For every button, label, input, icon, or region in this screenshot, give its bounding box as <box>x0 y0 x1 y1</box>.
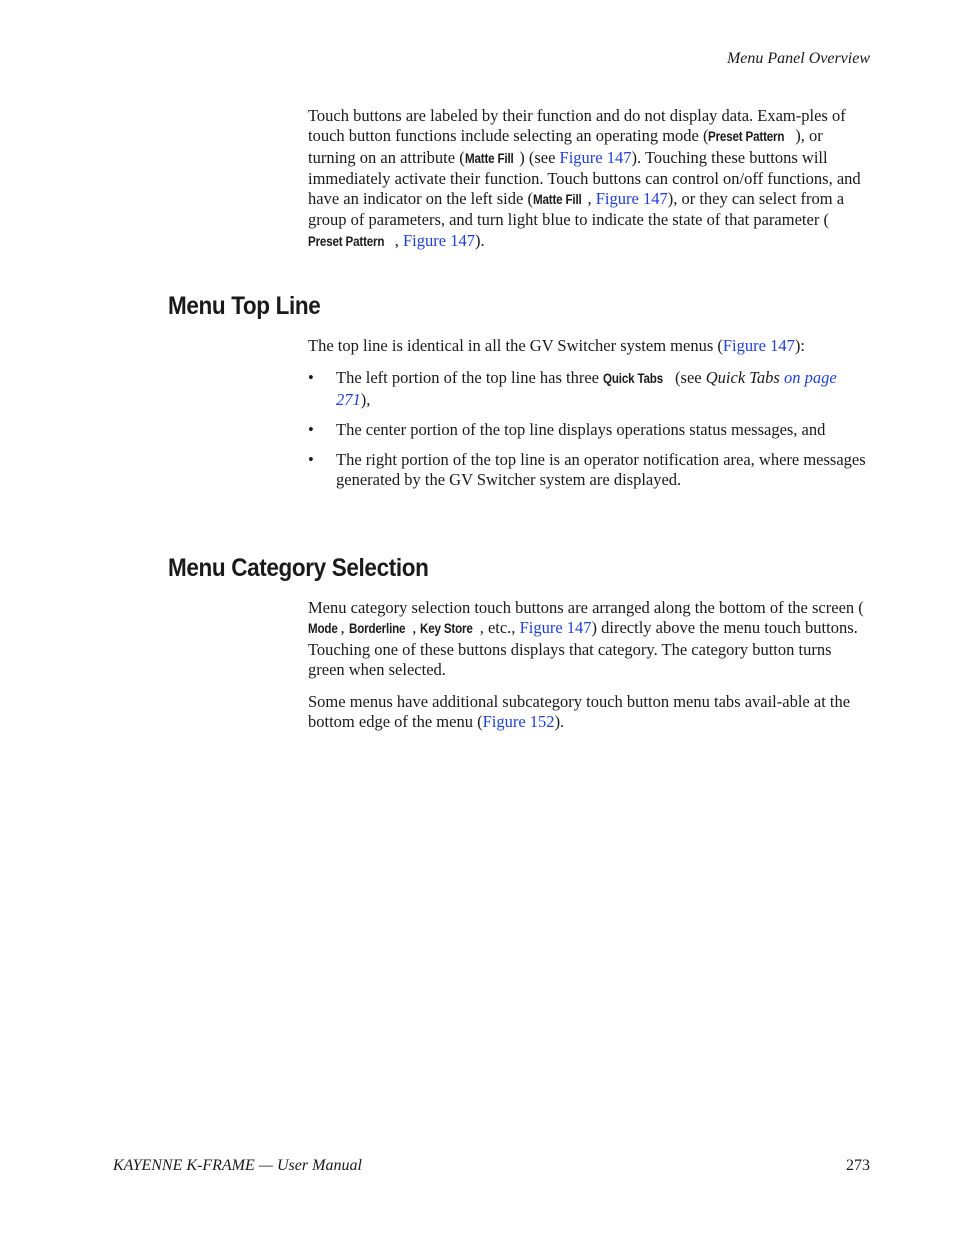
text: , <box>412 618 421 638</box>
text: Menu category selection touch buttons are arranged along the bottom of the screen ( <box>308 598 864 617</box>
running-head: Menu Panel Overview <box>726 50 870 67</box>
bullet-icon: • <box>308 450 314 470</box>
text: , etc., <box>479 618 520 638</box>
cross-ref-title: Quick Tabs <box>705 368 780 388</box>
figure-147-link[interactable]: Figure 147 <box>722 336 795 355</box>
figure-147-link[interactable]: Figure 147 <box>519 618 592 638</box>
ui-term-preset-pattern: Preset Pattern <box>708 129 785 145</box>
text: , <box>394 230 403 250</box>
text: , <box>340 618 349 638</box>
section-heading-menu-top-line: Menu Top Line <box>168 292 321 320</box>
text: The center portion of the top line displays operations status messages, and <box>336 419 826 439</box>
ui-term-borderline: Borderline <box>348 621 406 637</box>
text: ), or they can select from a group of parameters, and turn light blue to indicate the state of that parameter ( <box>308 189 845 230</box>
text: (see <box>670 368 706 388</box>
text: ) (see <box>519 147 560 167</box>
text: The left portion of the top line has three <box>336 368 604 388</box>
page-number: 273 <box>846 1157 870 1174</box>
text: ). Touching these buttons will immediately activate their function. Touch buttons can control on/off functions, and have an indicator on the left side ( <box>308 147 861 209</box>
text: ): <box>794 336 805 355</box>
figure-147-link[interactable]: Figure 147 <box>559 147 632 167</box>
text: ), or turning on an attribute ( <box>308 126 823 167</box>
ui-term-preset-pattern: Preset Pattern <box>308 233 385 249</box>
ui-term-quick-tabs: Quick Tabs <box>603 371 664 387</box>
menu-top-line-body <box>308 336 870 491</box>
section-heading-menu-category-selection: Menu Category Selection <box>168 554 429 582</box>
figure-147-link[interactable]: Figure 147 <box>595 189 668 209</box>
text: Touch buttons are labeled by their function and do not display data. Exam-ples of touch button functions include selecting an operating mode ( <box>308 106 846 146</box>
text: The top line is identical in all the GV Switcher system menus ( <box>308 336 723 355</box>
text: ). <box>554 712 565 732</box>
figure-152-link[interactable]: Figure 152 <box>482 712 555 732</box>
list-item <box>308 450 870 491</box>
page-271-link[interactable]: on page 271 <box>336 368 837 409</box>
text: Some menus have additional subcategory touch button menu tabs avail-able at the bottom edge of the menu ( <box>308 692 851 732</box>
ui-term-key-store: Key Store <box>420 621 474 637</box>
menu-category-selection-body <box>308 598 870 733</box>
bullet-icon: • <box>308 419 314 439</box>
text: ), <box>360 389 371 409</box>
list-item <box>308 420 870 440</box>
intro-paragraph <box>308 106 870 252</box>
ui-term-mode: Mode <box>308 621 338 637</box>
list-item <box>308 368 870 410</box>
ui-term-matte-fill: Matte Fill <box>532 192 582 208</box>
text: , <box>587 189 596 209</box>
bullet-icon: • <box>308 368 314 388</box>
figure-147-link[interactable]: Figure 147 <box>403 230 475 250</box>
text: ). <box>474 230 485 250</box>
text: ) directly above the menu touch buttons. Touching one of these buttons displays that category. The category button turns green when selected. <box>308 618 858 679</box>
ui-term-matte-fill: Matte Fill <box>464 150 514 166</box>
text: The right portion of the top line is an operator notification area, where messages generated by the GV Switcher system are displayed. <box>336 450 866 490</box>
bullet-list <box>308 368 870 490</box>
footer-manual-title: KAYENNE K-FRAME — User Manual <box>113 1157 362 1174</box>
